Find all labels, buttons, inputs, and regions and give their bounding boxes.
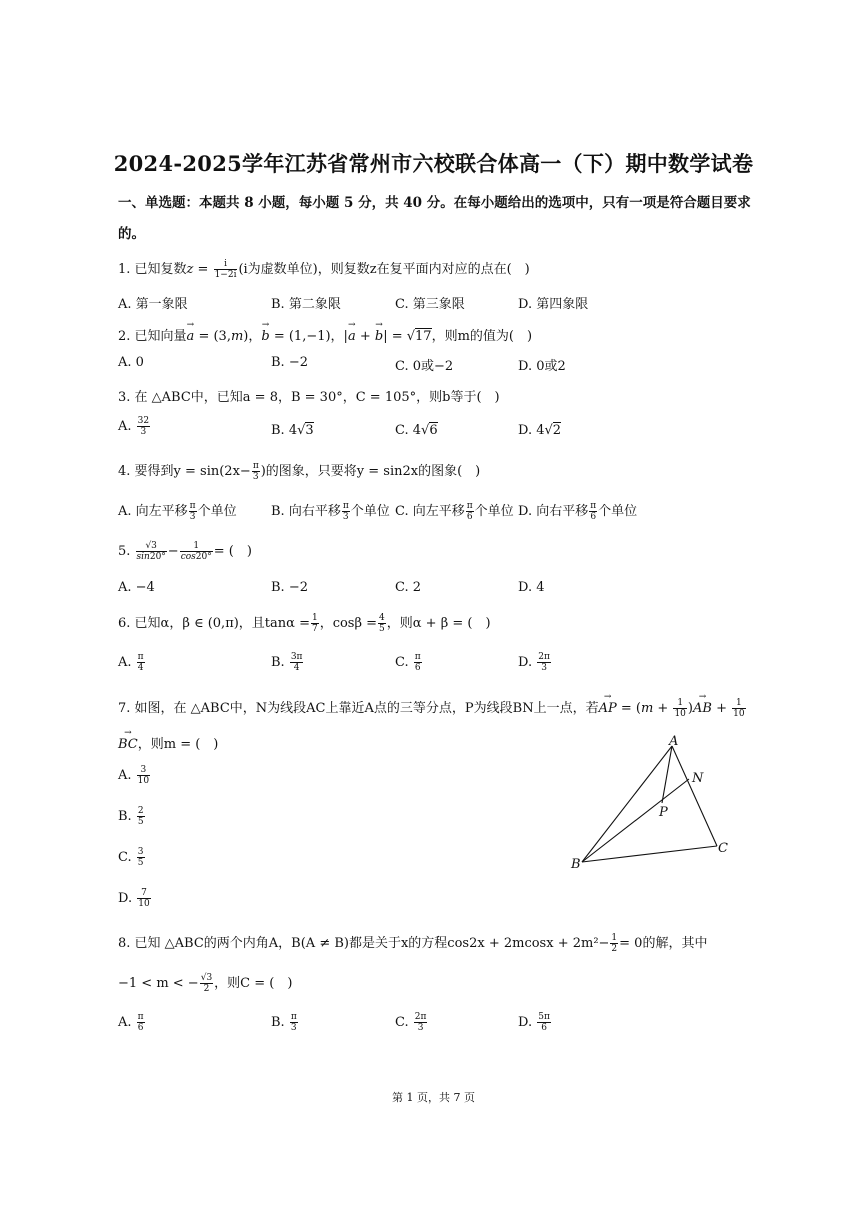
q2-option-c: C. 0或−2 — [395, 359, 454, 374]
q3-option-d: D. 4√2 — [518, 423, 562, 438]
q1-fraction: $\frac{i}{1-2i}$ — [214, 259, 237, 280]
q5-option-d: D. 4 — [518, 580, 545, 595]
label-b: B — [571, 857, 581, 872]
q6-option-c: C. $\frac{\pi}{6}$ — [395, 652, 421, 673]
q6-option-b: B. $\frac{3\pi}{4}$ — [271, 652, 303, 673]
question-7-stem: 7. 如图，在 △ABC中，N为线段AC上靠近A点的三等分点，P为线段BN上一点，若→ AP = (m + $\frac{1}{10}$ )→ AB + $\frac{1}{10}$ — [118, 697, 747, 719]
q4-option-a: A. 向左平移 $\frac{\pi}{3}$ 个单位 — [118, 501, 237, 522]
section-heading-line1: 一、单选题：本题共 8 小题，每小题 5 分，共 40 分。在每小题给出的选项中，只有一项是符合题目要求 — [118, 195, 751, 211]
question-4-stem: 4. 要得到y = sin(2x− $\frac{\pi}{3}$ )的图象，只要将y = sin2x的图象( ) — [118, 461, 481, 482]
q1-option-a: A. 第一象限 — [118, 297, 188, 312]
q7-option-a: A. $\frac{3}{10}$ — [118, 765, 150, 786]
q3-option-c: C. 4√6 — [395, 423, 438, 438]
q4-option-b: B. 向右平移 $\frac{\pi}{3}$ 个单位 — [271, 501, 390, 522]
q7-option-b: B. $\frac{2}{5}$ — [118, 806, 144, 827]
section-heading-line2: 的。 — [118, 226, 145, 242]
question-7-stem-line2: → BC，则m = ( ) — [118, 733, 218, 752]
q6-option-a: A. $\frac{\pi}{4}$ — [118, 652, 144, 673]
question-5-stem: 5. $\frac{√3}{\sin 20^\circ}$ − $\frac{1}{\cos 20^\circ}$ = ( ) — [118, 541, 252, 562]
q1-option-d: D. 第四象限 — [518, 297, 589, 312]
q7-option-d: D. $\frac{7}{10}$ — [118, 888, 150, 909]
q2-option-d: D. 0或2 — [518, 359, 566, 374]
q4-option-c: C. 向左平移 $\frac{\pi}{6}$ 个单位 — [395, 501, 514, 522]
question-3-stem: 3. 在 △ABC中，已知a = 8，B = 30°，C = 105°，则b等于( ) — [118, 390, 500, 405]
question-1-stem: 1. 已知复数z = $\frac{i}{1-2i}$ (i为虚数单位)，则复数z在复平面内对应的点在( ) — [118, 259, 530, 280]
q6-option-d: D. $\frac{2\pi}{3}$ — [518, 652, 550, 673]
q4-option-d: D. 向右平移 $\frac{\pi}{6}$ 个单位 — [518, 501, 638, 522]
q2-option-a: A. 0 — [118, 355, 144, 370]
q8-option-b: B. $\frac{\pi}{3}$ — [271, 1012, 297, 1033]
edge-bc — [582, 846, 717, 862]
segment-bn — [582, 779, 689, 862]
question-8-stem-line2: −1 < m < − $\frac{√3}{2}$ ，则C = ( ) — [118, 973, 293, 994]
q8-option-d: D. $\frac{5\pi}{6}$ — [518, 1012, 550, 1033]
q5-option-a: A. −4 — [118, 580, 155, 595]
label-a: A — [669, 734, 679, 749]
q3-option-b: B. 4√3 — [271, 423, 314, 438]
q7-option-c: C. $\frac{3}{5}$ — [118, 847, 144, 868]
question-2-stem: 2. 已知向量→ a = (3,m)，→ b = (1,−1)，|→ a + → b| = √17，则m的值为( ) — [118, 325, 532, 344]
q5-option-b: B. −2 — [271, 580, 308, 595]
label-p: P — [659, 805, 668, 820]
edge-ac — [672, 746, 717, 846]
segment-ap — [662, 746, 672, 803]
q5-option-c: C. 2 — [395, 580, 422, 595]
q1-option-c: C. 第三象限 — [395, 297, 465, 312]
page-title: 2024-2025学年江苏省常州市六校联合体高一（下）期中数学试卷 — [113, 151, 754, 176]
q1-option-b: B. 第二象限 — [271, 297, 341, 312]
question-8-stem: 8. 已知 △ABC的两个内角A，B(A ≠ B)都是关于x的方程cos2x + 2mcosx + 2m²− $\frac{1}{2}$ = 0的解，其中 — [118, 933, 708, 954]
label-n: N — [692, 771, 704, 786]
question-6-stem: 6. 已知α，β ∈ (0,π)，且tanα = $\frac{1}{7}$ ，cosβ = $\frac{4}{5}$ ，则α + β = ( ) — [118, 613, 491, 634]
q8-option-c: C. $\frac{2\pi}{3}$ — [395, 1012, 427, 1033]
q8-option-a: A. $\frac{\pi}{6}$ — [118, 1012, 144, 1033]
q2-option-b: B. −2 — [271, 355, 308, 370]
page-footer: 第 1 页，共 7 页 — [392, 1091, 475, 1104]
label-c: C — [718, 841, 728, 856]
edge-ab — [582, 746, 672, 862]
q3-option-a: A. $\frac{32}{3}$ — [118, 416, 150, 437]
triangle-figure — [565, 734, 735, 876]
